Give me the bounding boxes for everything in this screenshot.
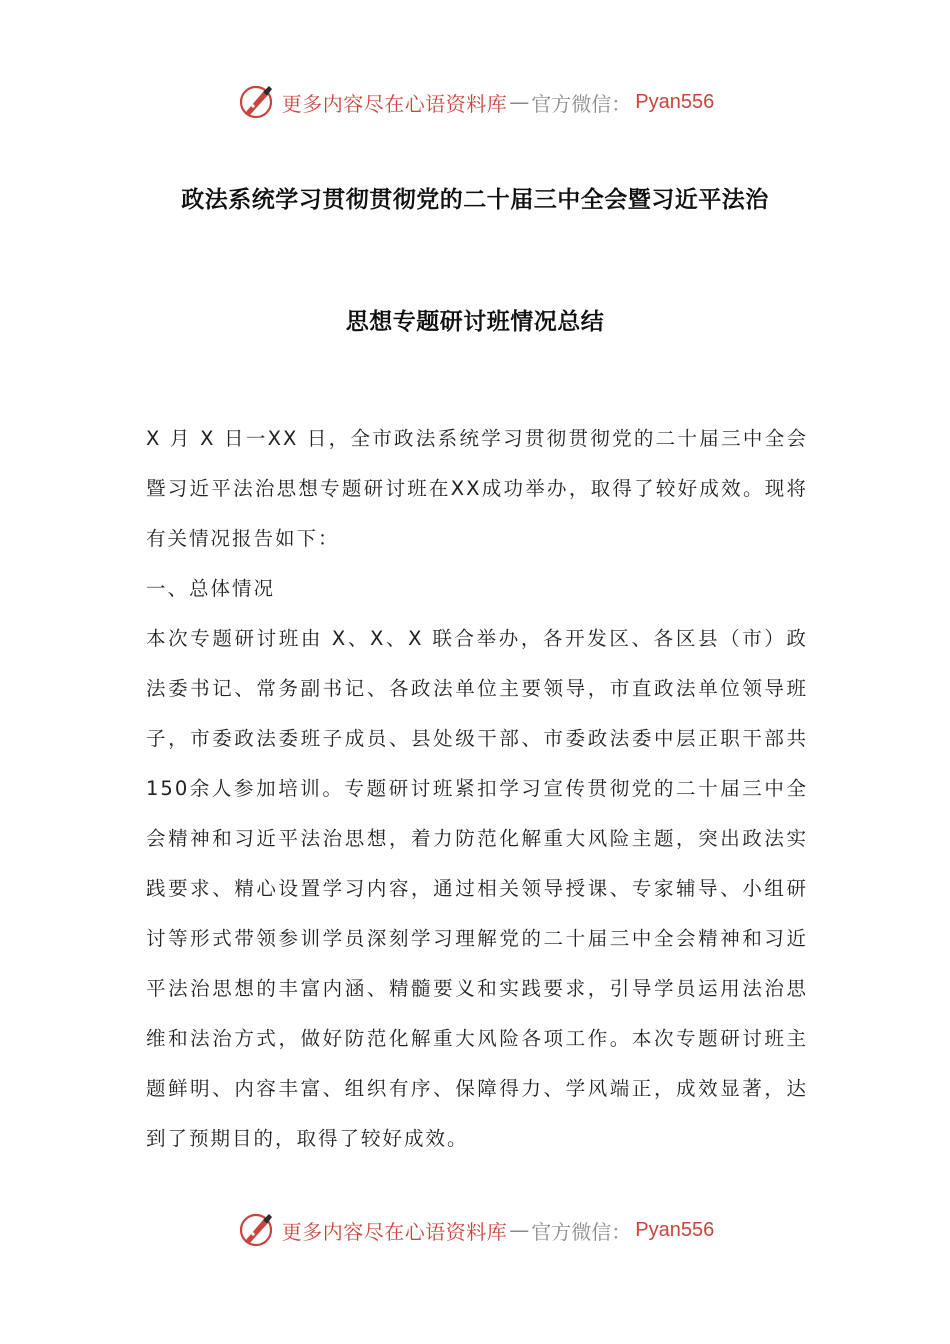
header-watermark bbox=[0, 80, 950, 124]
pen-nib-logo-icon bbox=[236, 82, 276, 122]
document-title-line-2: 思想专题研讨班情况总结 bbox=[345, 309, 605, 335]
document-body bbox=[146, 414, 808, 1164]
watermark-text: 更多内容尽在心语资料库 bbox=[281, 91, 508, 116]
watermark-dash: — bbox=[509, 1218, 530, 1242]
watermark-wechat-id: Pyan556 bbox=[635, 1218, 715, 1241]
overview-paragraph: 本次专题研讨班由 X、X、X 联合举办，各开发区、各区县（市）政法委书记、常务副书记、各政法单位主要领导，市直政法单位领导班子，市委政法委班子成员、县处级干部、市委政法委中层正职干部共150余人参加培训。专题研讨班紧扣学习宣传贯彻党的二十届三中全会精神和习近平法治思想，着力防范化解重大风险主题，突出政法实践要求、精心设置学习内容，通过相关领导授课、专家辅导、小组研讨等形式带领参训学员深刻学习理解党的二十届三中全会精神和习近平法治思想的丰富内涵、精髓要义和实践要求，引导学员运用法治思维和法治方式，做好防范化解重大风险各项工作。本次专题研讨班主题鲜明、内容丰富、组织有序、保障得力、学风端正，成效显著，达到了预期目的，取得了较好成效。 bbox=[146, 627, 808, 1150]
watermark-wechat-id: Pyan556 bbox=[635, 90, 715, 113]
pen-nib-logo-icon bbox=[236, 1210, 276, 1250]
intro-paragraph: X 月 X 日一XX 日，全市政法系统学习贯彻贯彻党的二十届三中全会暨习近平法治思想专题研讨班在XX成功举办，取得了较好成效。现将有关情况报告如下： bbox=[146, 427, 808, 550]
watermark-wechat-label: 官方微信： bbox=[531, 91, 632, 116]
footer-watermark bbox=[0, 1208, 950, 1252]
watermark-dash: — bbox=[509, 90, 530, 114]
watermark-text: 更多内容尽在心语资料库 bbox=[281, 1219, 508, 1244]
watermark-wechat-label: 官方微信： bbox=[531, 1219, 632, 1244]
document-title-line-1: 政法系统学习贯彻贯彻党的二十届三中全会暨习近平法治 bbox=[181, 187, 769, 213]
section-heading: 一、总体情况 bbox=[146, 577, 276, 600]
